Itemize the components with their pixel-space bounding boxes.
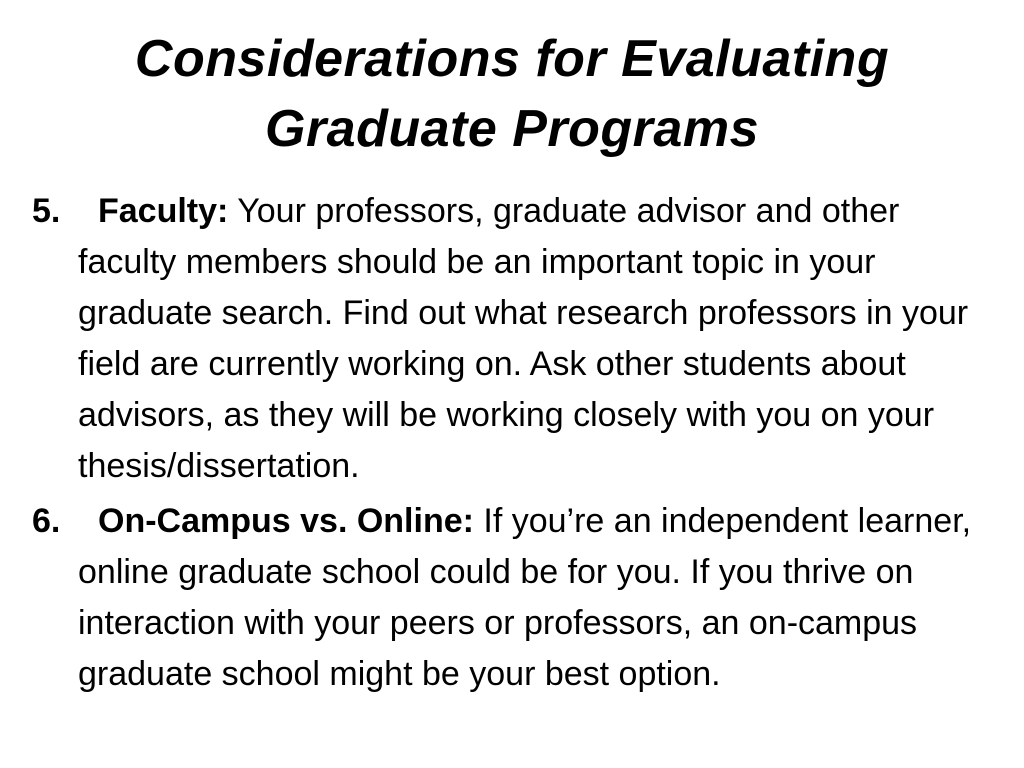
list-item-number: 5. — [32, 192, 61, 230]
slide-title-line-2: Graduate Programs — [265, 100, 759, 158]
list-item-heading: Faculty: — [98, 192, 229, 230]
list-item-faculty — [32, 186, 1004, 492]
slide-title-line-1: Considerations for Evaluating — [134, 30, 890, 88]
list-item-text: If you’re an independent learner, online graduate school could be for you. If you thrive on interaction with your peers or professors, an on-campus graduate school might be your best option. — [78, 502, 972, 693]
considerations-list — [32, 186, 1004, 704]
list-item-text: Your professors, graduate advisor and other faculty members should be an important topic in your graduate search. Find out what research professors in your field are currently working on. Ask other students about advisors, as they will be working closely with you on your thesis/dissertation. — [78, 192, 969, 485]
list-item-heading: On-Campus vs. Online: — [98, 502, 474, 540]
slide-title — [40, 24, 984, 164]
list-item-number: 6. — [32, 502, 61, 540]
list-item-on-campus-vs-online — [32, 496, 1004, 700]
